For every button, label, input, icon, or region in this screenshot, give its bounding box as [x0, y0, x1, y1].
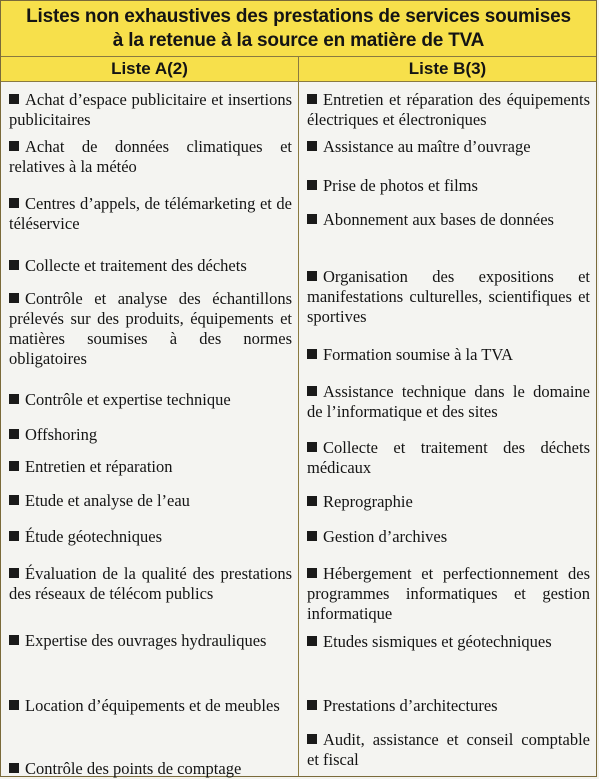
list-item-text: Évaluation de la qualité des prestations des réseaux de télécom publics — [9, 564, 292, 603]
square-bullet-icon — [307, 180, 317, 190]
square-bullet-icon — [307, 94, 317, 104]
square-bullet-icon — [307, 214, 317, 224]
list-item-text: Etudes sismiques et géotechniques — [323, 632, 552, 651]
list-item-text: Assistance technique dans le domaine de l’informatique et des sites — [307, 382, 590, 421]
liste-a-column — [1, 82, 299, 776]
table-title — [1, 1, 596, 57]
lists-body — [1, 82, 596, 776]
list-item-text: Location d’équipements et de meubles — [25, 696, 280, 715]
square-bullet-icon — [9, 198, 19, 208]
list-item — [307, 696, 590, 716]
list-item — [9, 564, 292, 604]
square-bullet-icon — [307, 568, 317, 578]
list-item — [307, 632, 590, 652]
square-bullet-icon — [9, 531, 19, 541]
square-bullet-icon — [307, 700, 317, 710]
list-item-text: Achat d’espace publicitaire et insertions publicitaires — [9, 90, 292, 129]
list-item — [9, 457, 292, 477]
square-bullet-icon — [307, 141, 317, 151]
square-bullet-icon — [9, 260, 19, 270]
list-item — [9, 425, 292, 445]
square-bullet-icon — [9, 568, 19, 578]
list-item — [307, 267, 590, 327]
list-item-text: Formation soumise à la TVA — [323, 345, 514, 364]
list-item — [307, 90, 590, 130]
list-item-text: Prise de photos et films — [323, 176, 478, 195]
list-item — [307, 527, 590, 547]
header-liste-a: Liste A(2) — [1, 57, 299, 81]
square-bullet-icon — [307, 349, 317, 359]
list-item — [9, 631, 292, 651]
list-item-text: Etude et analyse de l’eau — [25, 491, 190, 510]
column-headers — [1, 57, 596, 82]
square-bullet-icon — [9, 293, 19, 303]
square-bullet-icon — [307, 734, 317, 744]
list-item-text: Gestion d’archives — [323, 527, 448, 546]
square-bullet-icon — [307, 271, 317, 281]
list-item — [9, 491, 292, 511]
square-bullet-icon — [307, 386, 317, 396]
list-item-text: Hébergement et perfectionnement des programmes informatiques et gestion informatique — [307, 564, 590, 623]
list-item-text: Reprographie — [323, 492, 413, 511]
list-item — [307, 564, 590, 624]
list-item-text: Assistance au maître d’ouvrage — [323, 137, 531, 156]
list-item-text: Collecte et traitement des déchets — [25, 256, 247, 275]
title-line-2: à la retenue à la source en matière de TVA — [112, 30, 485, 51]
square-bullet-icon — [307, 496, 317, 506]
list-item-text: Offshoring — [25, 425, 98, 444]
list-item — [9, 289, 292, 369]
list-item — [9, 137, 292, 177]
list-item — [9, 194, 292, 234]
list-item-text: Collecte et traitement des déchets médicaux — [307, 438, 590, 477]
header-liste-b: Liste B(3) — [408, 59, 487, 78]
square-bullet-icon — [9, 763, 19, 773]
list-item-text: Entretien et réparation des équipements électriques et électroniques — [307, 90, 590, 129]
square-bullet-icon — [9, 394, 19, 404]
title-line-1: Listes non exhaustives des prestations de services soumises — [26, 6, 571, 27]
list-item-text: Entretien et réparation — [25, 457, 173, 476]
list-item-text: Étude géotechniques — [25, 527, 162, 546]
square-bullet-icon — [9, 94, 19, 104]
square-bullet-icon — [9, 141, 19, 151]
list-item — [9, 390, 292, 410]
square-bullet-icon — [9, 495, 19, 505]
list-item-text: Prestations d’architectures — [323, 696, 498, 715]
list-item-text: Centres d’appels, de télémarketing et de téléservice — [9, 194, 292, 233]
list-item-text: Organisation des expositions et manifestations culturelles, scientifiques et sportives — [307, 267, 590, 326]
list-item — [307, 345, 590, 365]
list-item — [9, 90, 292, 130]
list-item-text: Achat de données climatiques et relatives à la météo — [9, 137, 292, 176]
list-item-text: Abonnement aux bases de données — [323, 210, 554, 229]
square-bullet-icon — [307, 636, 317, 646]
list-item — [307, 176, 590, 196]
square-bullet-icon — [307, 442, 317, 452]
square-bullet-icon — [9, 461, 19, 471]
list-item — [307, 492, 590, 512]
list-item-text: Contrôle des points de comptage — [25, 759, 242, 778]
list-item — [307, 210, 590, 230]
list-item — [307, 438, 590, 478]
square-bullet-icon — [9, 429, 19, 439]
list-item — [307, 730, 590, 770]
list-item — [9, 696, 292, 716]
square-bullet-icon — [9, 700, 19, 710]
list-item — [307, 137, 590, 157]
list-item-text: Contrôle et expertise technique — [25, 390, 231, 409]
list-item-text: Expertise des ouvrages hydrauliques — [25, 631, 267, 650]
list-item — [9, 256, 292, 276]
square-bullet-icon — [307, 531, 317, 541]
list-item-text: Contrôle et analyse des échantillons prélevés sur des produits, équipements et matières soumises à des normes obligatoires — [9, 289, 292, 368]
list-item-text: Audit, assistance et conseil comptable et fiscal — [307, 730, 590, 769]
list-item — [9, 527, 292, 547]
liste-b-column — [299, 82, 596, 776]
list-item — [9, 759, 292, 779]
list-item — [307, 382, 590, 422]
square-bullet-icon — [9, 635, 19, 645]
